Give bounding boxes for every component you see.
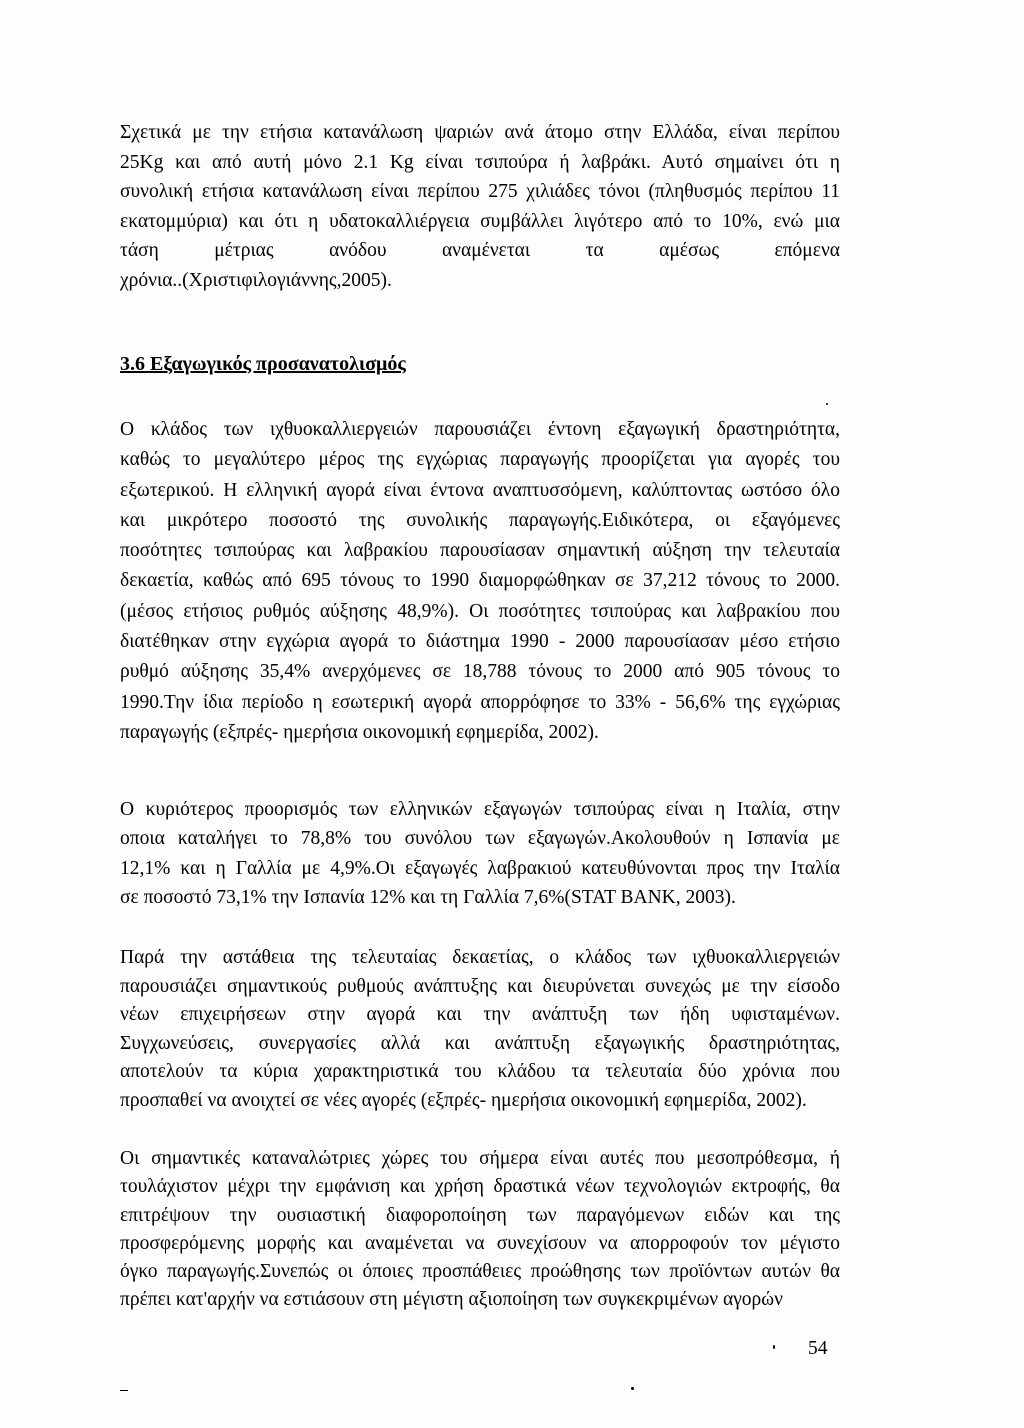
text-line: Ο κυριότερος προορισμός των ελληνικών εξαγωγών τσιπούρας είναι η Ιταλία, στην: [120, 799, 840, 820]
text-line: δεκαετία, καθώς από 695 τόνους το 1990 διαμορφώθηκαν σε 37,212 τόνους το 2000.: [120, 570, 840, 592]
text-line: χρόνια..(Χριστιφιλογιάννης,2005).: [120, 269, 392, 291]
scan-speck: [631, 1387, 634, 1390]
text-line: εκατομμύρια) και ότι η υδατοκαλλιέργεια συμβάλλει λιγότερο από το 10%, ενώ μια: [120, 210, 840, 232]
text-line: 25Kg και από αυτή μόνο 2.1 Kg είναι τσιπούρα ή λαβράκι. Αυτό σημαίνει ότι η: [120, 151, 840, 173]
paragraph-consumer-countries: [120, 1145, 840, 1315]
scan-speck: [773, 1345, 775, 1349]
text-line: ρυθμό αύξησης 35,4% ανερχόμενες σε 18,788 τόνους το 2000 από 905 τόνους το: [120, 661, 840, 683]
text-line: σε ποσοστό 73,1% την Ισπανία 12% και τη Γαλλία 7,6%(STAT BANK, 2003).: [120, 886, 736, 908]
text-line: διατέθηκαν στην εγχώρια αγορά το διάστημα 1990 - 2000 παρουσίασαν μέσο ετήσιο: [120, 631, 840, 653]
text-line: νέων επιχειρήσεων στην αγορά και την ανάπτυξη των ήδη υφισταμένων.: [120, 1004, 840, 1025]
text-line: Ο κλάδος των ιχθυοκαλλιεργειών παρουσιάζει έντονη εξαγωγική δραστηριότητα,: [120, 419, 840, 440]
text-line: παραγωγής (εξπρές- ημερήσια οικονομική εφημερίδα, 2002).: [120, 721, 599, 743]
paragraph-export-activity: [120, 415, 840, 748]
text-line: τουλάχιστον μέχρι την εμφάνιση και χρήση δραστικά νέων τεχνολογιών εκτροφής, θα: [120, 1176, 840, 1198]
text-line: 12,1% και η Γαλλία με 4,9%.Οι εξαγωγές λαβρακιού κατευθύνονται προς την Ιταλία: [120, 857, 840, 879]
text-line: όγκο παραγωγής.Συνεπώς οι όποιες προσπάθειες προώθησης των προϊόντων αυτών θα: [120, 1261, 840, 1283]
text-line: προσφερόμενης μορφής και αναμένεται να συνεχίσουν να απορροφούν τον μέγιστο: [120, 1232, 840, 1254]
paragraph-export-destinations: [120, 795, 840, 912]
text-line: Παρά την αστάθεια της τελευταίας δεκαετίας, ο κλάδος των ιχθυοκαλλιεργειών: [120, 947, 840, 968]
text-line: παρουσιάζει σημαντικούς ρυθμούς ανάπτυξης και διευρύνεται συνεχώς με την είσοδο: [120, 975, 840, 997]
text-line: εξωτερικού. Η ελληνική αγορά είναι έντονα αναπτυσσόμενη, καλύπτοντας ωστόσο όλο: [120, 479, 840, 501]
text-line: τάση μέτριας ανόδου αναμένεται τα αμέσως επόμενα: [120, 240, 840, 262]
text-line: οποια καταλήγει το 78,8% του συνόλου των εξαγωγών.Ακολουθούν η Ισπανία με: [120, 828, 840, 850]
text-line: συνολική ετήσια κατανάλωση είναι περίπου 275 χιλιάδες τόνοι (πληθυσμός περίπου 11: [120, 181, 840, 203]
text-line: αποτελούν τα κύρια χαρακτηριστικά του κλάδου τα τελευταία δύο χρόνια που: [120, 1061, 840, 1082]
text-line: επιτρέψουν την ουσιαστική διαφοροποίηση των παραγόμενων ειδών και της: [120, 1204, 840, 1226]
text-line: και μικρότερο ποσοστό της συνολικής παραγωγής.Ειδικότερα, οι εξαγόμενες: [120, 509, 840, 531]
page-number: 54: [808, 1338, 828, 1359]
text-line: Σχετικά με την ετήσια κατανάλωση ψαριών ανά άτομο στην Ελλάδα, είναι περίπου: [120, 122, 840, 143]
scan-speck: [826, 403, 828, 405]
scan-speck: [120, 1390, 128, 1391]
text-line: 1990.Την ίδια περίοδο η εσωτερική αγορά απορρόφησε το 33% - 56,6% της εγχώριας: [120, 691, 840, 713]
section-heading: 3.6 Εξαγωγικός προσανατολισμός: [120, 353, 406, 375]
text-line: ποσότητες τσιπούρας και λαβρακίου παρουσίασαν σημαντική αύξηση την τελευταία: [120, 540, 840, 562]
text-line: Οι σημαντικές καταναλώτριες χώρες του σήμερα είναι αυτές που μεσοπρόθεσμα, ή: [120, 1148, 840, 1169]
paragraph-annual-consumption: [120, 118, 840, 296]
text-line: πρέπει κατ'αρχήν να εστιάσουν στη μέγιστη αξιοποίηση των συγκεκριμένων αγορών: [120, 1289, 783, 1311]
paragraph-sector-growth: [120, 944, 840, 1115]
text-line: Συγχωνεύσεις, συνεργασίες αλλά και ανάπτυξη εξαγωγικής δραστηριότητας,: [120, 1032, 840, 1054]
text-line: καθώς το μεγαλύτερο μέρος της εγχώριας παραγωγής προορίζεται για αγορές του: [120, 449, 840, 471]
text-line: (μέσος ετήσιος ρυθμός αύξησης 48,9%). Οι ποσότητες τσιπούρας και λαβρακίου που: [120, 600, 840, 622]
text-line: προσπαθεί να ανοιχτεί σε νέες αγορές (εξπρές- ημερήσια οικονομική εφημερίδα, 2002).: [120, 1089, 807, 1111]
